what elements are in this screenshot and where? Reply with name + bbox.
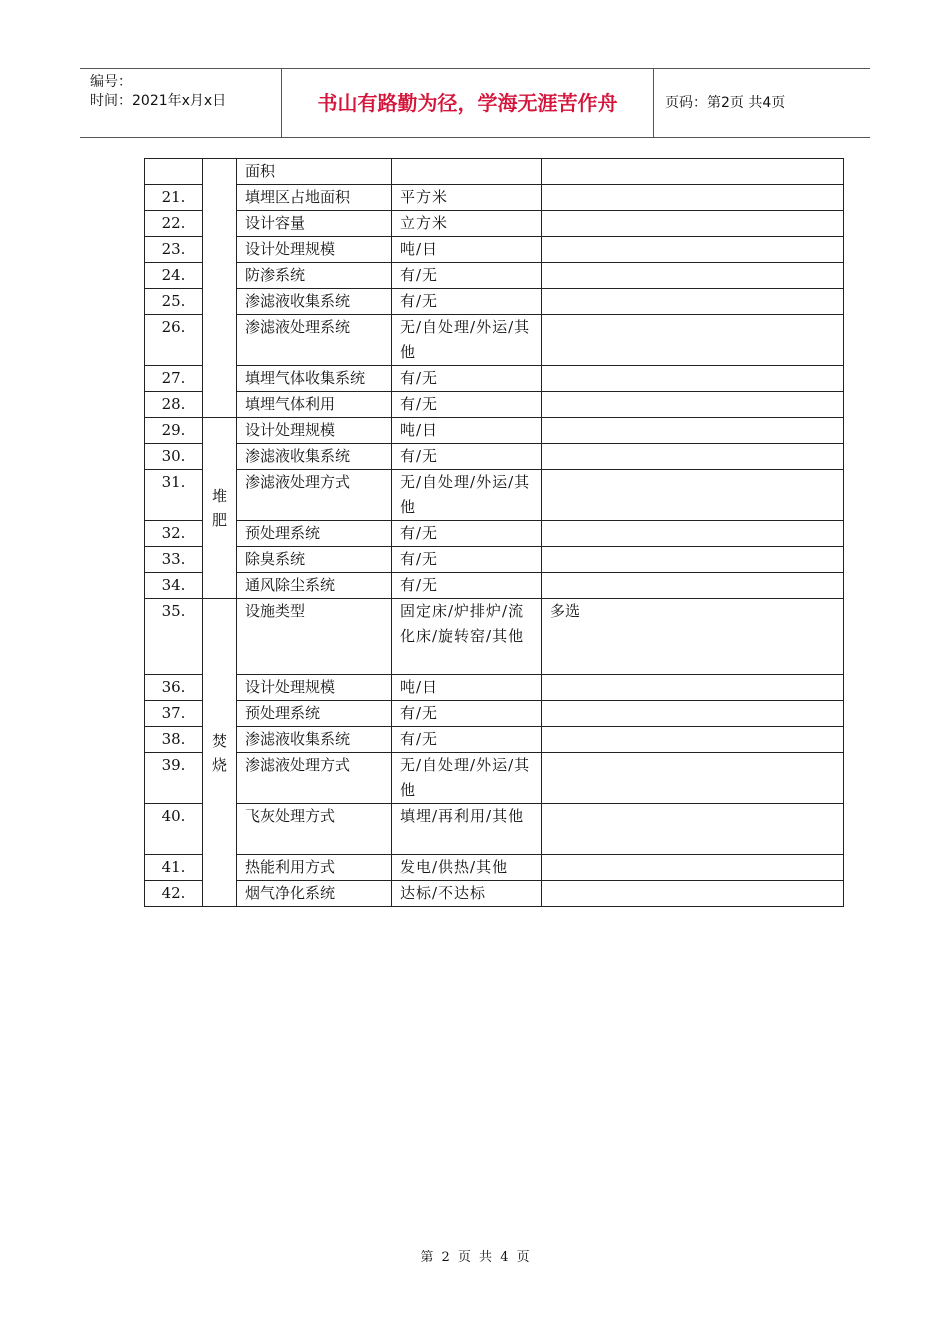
row-unit: 有/无 [392,521,542,547]
row-unit: 有/无 [392,289,542,315]
row-number: 40. [145,804,203,855]
row-number: 24. [145,263,203,289]
row-unit: 立方米 [392,211,542,237]
row-note [542,392,844,418]
row-note [542,701,844,727]
table-row [145,392,844,418]
row-item: 设施类型 [237,599,392,675]
row-unit: 无/自处理/外运/其他 [392,470,542,521]
row-note: 多选 [542,599,844,675]
row-item: 面积 [237,159,392,185]
date-label: 时间：2021年x月x日 [90,93,227,109]
table-row [145,289,844,315]
row-unit: 发电/供热/其他 [392,855,542,881]
row-item: 渗滤液处理系统 [237,315,392,366]
table-row [145,237,844,263]
row-item: 设计处理规模 [237,418,392,444]
category-incineration-cell [203,599,237,907]
table-row [145,521,844,547]
row-item: 渗滤液收集系统 [237,289,392,315]
row-item: 烟气净化系统 [237,881,392,907]
row-unit: 有/无 [392,547,542,573]
table-row [145,547,844,573]
row-unit: 有/无 [392,263,542,289]
row-unit: 平方米 [392,185,542,211]
row-unit: 固定床/炉排炉/流化床/旋转窑/其他 [392,599,542,675]
row-note [542,675,844,701]
table-row [145,470,844,521]
row-unit: 吨/日 [392,237,542,263]
row-note [542,855,844,881]
facility-table [144,158,844,907]
row-note [542,753,844,804]
row-item: 除臭系统 [237,547,392,573]
table-row [145,185,844,211]
category-compost-label: 堆肥 [211,487,227,529]
row-note [542,237,844,263]
row-item: 飞灰处理方式 [237,804,392,855]
row-item: 填埋气体利用 [237,392,392,418]
table-row [145,315,844,366]
header-page-label: 页码：第2页 共4页 [665,95,786,111]
row-note [542,185,844,211]
row-number: 38. [145,727,203,753]
row-item: 填埋气体收集系统 [237,366,392,392]
page-footer: 第 2 页 共 4 页 [420,1250,530,1265]
table-row [145,675,844,701]
header-meta [80,69,282,137]
row-unit: 吨/日 [392,675,542,701]
row-number: 30. [145,444,203,470]
row-number: 26. [145,315,203,366]
row-number: 37. [145,701,203,727]
table-row [145,701,844,727]
table-row [145,727,844,753]
row-number: 29. [145,418,203,444]
row-number: 22. [145,211,203,237]
category-incineration-label: 焚烧 [211,731,227,774]
table-row [145,418,844,444]
row-item: 预处理系统 [237,521,392,547]
row-number: 34. [145,573,203,599]
row-unit: 无/自处理/外运/其他 [392,753,542,804]
row-item: 渗滤液收集系统 [237,444,392,470]
row-number: 32. [145,521,203,547]
row-item: 渗滤液处理方式 [237,470,392,521]
row-number: 42. [145,881,203,907]
row-note [542,470,844,521]
table-row [145,211,844,237]
row-note [542,211,844,237]
row-number: 27. [145,366,203,392]
row-note [542,159,844,185]
row-unit [392,159,542,185]
row-note [542,418,844,444]
row-item: 渗滤液处理方式 [237,753,392,804]
row-note [542,315,844,366]
row-item: 热能利用方式 [237,855,392,881]
row-unit: 有/无 [392,727,542,753]
row-unit: 无/自处理/外运/其他 [392,315,542,366]
table-row [145,804,844,855]
row-note [542,521,844,547]
row-unit: 有/无 [392,366,542,392]
table-row [145,881,844,907]
row-item: 预处理系统 [237,701,392,727]
row-item: 设计处理规模 [237,675,392,701]
row-unit: 吨/日 [392,418,542,444]
row-unit: 有/无 [392,701,542,727]
row-number: 25. [145,289,203,315]
row-item: 渗滤液收集系统 [237,727,392,753]
row-unit: 填埋/再利用/其他 [392,804,542,855]
row-number: 31. [145,470,203,521]
row-note [542,727,844,753]
table-row [145,599,844,675]
row-number: 21. [145,185,203,211]
row-number: 41. [145,855,203,881]
row-item: 设计容量 [237,211,392,237]
table-row [145,573,844,599]
row-note [542,881,844,907]
row-number: 39. [145,753,203,804]
row-note [542,263,844,289]
row-number: 33. [145,547,203,573]
table-row [145,159,844,185]
row-item: 通风除尘系统 [237,573,392,599]
row-item: 防渗系统 [237,263,392,289]
row-unit: 有/无 [392,392,542,418]
row-note [542,804,844,855]
table-row [145,753,844,804]
header-motto: 书山有路勤为径，学海无涯苦作舟 [282,69,654,137]
category-landfill-cell [203,159,237,418]
row-number: 35. [145,599,203,675]
serial-label: 编号： [90,74,132,90]
table-row [145,263,844,289]
table-row [145,855,844,881]
row-unit: 有/无 [392,573,542,599]
row-number: 36. [145,675,203,701]
row-note [542,289,844,315]
category-compost-cell [203,418,237,599]
row-number: 23. [145,237,203,263]
page-header [80,68,870,138]
row-note [542,547,844,573]
row-note [542,366,844,392]
row-number [145,159,203,185]
row-note [542,573,844,599]
table-row [145,444,844,470]
row-note [542,444,844,470]
row-unit: 达标/不达标 [392,881,542,907]
table-row [145,366,844,392]
row-unit: 有/无 [392,444,542,470]
row-item: 设计处理规模 [237,237,392,263]
row-item: 填埋区占地面积 [237,185,392,211]
row-number: 28. [145,392,203,418]
